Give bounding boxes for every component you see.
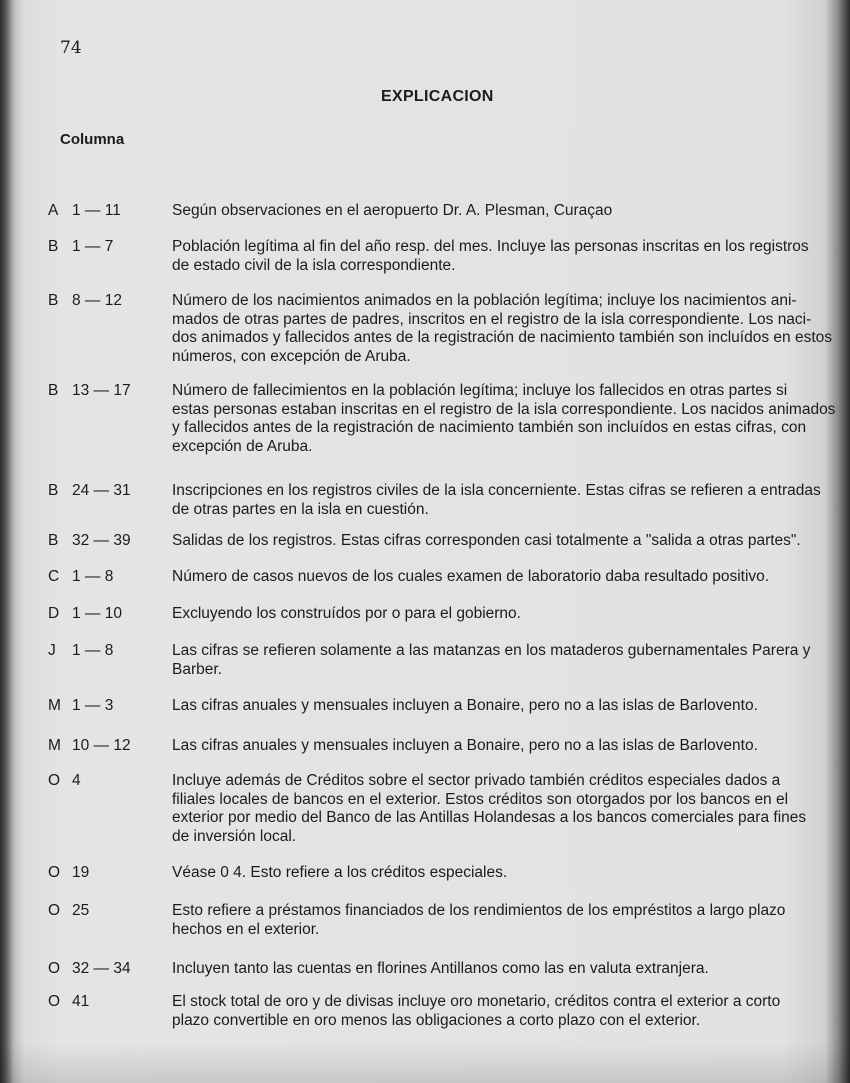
description-line: Número de los nacimientos animados en la población legítima; incluye los nacimientos ani- <box>172 292 797 309</box>
description-line: de estado civil de la isla correspondiente. <box>172 256 456 274</box>
description-line: Población legítima al fin del año resp. del mes. Incluye las personas inscritas en los registros <box>172 238 809 255</box>
entry-column-range: 1 — 8 <box>72 568 114 585</box>
entry-code: M <box>48 737 61 754</box>
description-line: Véase 0 4. Esto refiere a los créditos especiales. <box>172 864 508 881</box>
page-number: 74 <box>60 38 82 58</box>
entry-code: O <box>48 960 61 977</box>
entry-column-range: 8 — 12 <box>72 292 122 309</box>
description-line: y fallecidos antes de la registración de nacimiento también son incluídos en estas cifras, con <box>172 419 807 436</box>
entry-column-range: 13 — 17 <box>72 382 131 399</box>
entry-description <box>172 864 844 883</box>
entry-description <box>172 382 844 456</box>
description-line: Número de fallecimientos en la población legítima; incluye los fallecidos en otras partes si <box>172 382 788 399</box>
description-line: de otras partes en la isla en cuestión. <box>172 500 429 518</box>
entry-column-range: 19 <box>72 864 90 881</box>
entry-column-range: 25 <box>72 902 90 919</box>
description-line: exterior por medio del Banco de las Antillas Holandesas a los bancos comerciales para fines <box>172 809 807 826</box>
entry-column-range: 4 <box>72 772 81 789</box>
page-shadow <box>0 1043 850 1083</box>
description-line: de inversión local. <box>172 827 297 845</box>
entry-column-range: 1 — 11 <box>72 202 121 219</box>
description-line: hechos en el exterior. <box>172 920 320 938</box>
entry-description <box>172 532 844 551</box>
entry-column-range: 41 <box>72 993 90 1010</box>
entry-description <box>172 697 844 716</box>
description-line: Excluyendo los construídos por o para el gobierno. <box>172 605 521 622</box>
entry-description <box>172 772 844 846</box>
entry-code: O <box>48 864 61 881</box>
description-line: Incluyen tanto las cuentas en florines Antillanos como las en valuta extranjera. <box>172 960 709 977</box>
entry-code: M <box>48 697 61 714</box>
description-line: números, con excepción de Aruba. <box>172 347 411 365</box>
column-header: Columna <box>60 131 125 148</box>
entry-code: D <box>48 605 60 622</box>
entry-column-range: 1 — 3 <box>72 697 114 714</box>
entry-code: O <box>48 902 61 919</box>
entry-description <box>172 202 844 221</box>
entry-column-range: 1 — 7 <box>72 238 114 255</box>
description-line: Según observaciones en el aeropuerto Dr. A. Plesman, Curaçao <box>172 202 613 219</box>
entry-column-range: 1 — 8 <box>72 642 114 659</box>
entry-code: B <box>48 482 59 499</box>
entry-code: B <box>48 382 59 399</box>
entry-column-range: 24 — 31 <box>72 482 131 499</box>
entry-code: J <box>48 642 56 659</box>
entry-code: O <box>48 993 61 1010</box>
entry-description <box>172 292 844 366</box>
description-line: Las cifras anuales y mensuales incluyen a Bonaire, pero no a las islas de Barlovento. <box>172 697 758 714</box>
description-line: Las cifras anuales y mensuales incluyen a Bonaire, pero no a las islas de Barlovento. <box>172 737 758 754</box>
entry-description <box>172 238 844 275</box>
entry-description <box>172 993 844 1030</box>
description-line: Esto refiere a préstamos financiados de los rendimientos de los empréstitos a largo plazo <box>172 902 786 919</box>
description-line: plazo convertible en oro menos las obligaciones a corto plazo con el exterior. <box>172 1011 701 1029</box>
entry-description <box>172 568 844 587</box>
description-line: Incluye además de Créditos sobre el sector privado también créditos especiales dados a <box>172 772 781 789</box>
entry-code: B <box>48 292 59 309</box>
entry-code: C <box>48 568 60 585</box>
entry-code: O <box>48 772 61 789</box>
entry-description <box>172 902 844 939</box>
page-title: EXPLICACION <box>381 88 494 105</box>
description-line: Inscripciones en los registros civiles de la isla concerniente. Estas cifras se refieren a entradas <box>172 482 821 499</box>
entry-column-range: 10 — 12 <box>72 737 131 754</box>
entry-column-range: 1 — 10 <box>72 605 122 622</box>
entry-description <box>172 737 844 756</box>
description-line: excepción de Aruba. <box>172 437 313 455</box>
entry-column-range: 32 — 39 <box>72 532 131 549</box>
entry-description <box>172 960 844 979</box>
description-line: filiales locales de bancos en el exterior. Estos créditos son otorgados por los bancos en el <box>172 790 789 808</box>
description-line: Número de casos nuevos de los cuales examen de laboratorio daba resultado positivo. <box>172 568 770 585</box>
entry-description <box>172 605 844 624</box>
entry-description <box>172 642 844 679</box>
description-line: mados de otras partes de padres, inscritos en el registro de la isla correspondiente. Los naci- <box>172 310 812 328</box>
entry-code: B <box>48 238 59 255</box>
entry-description <box>172 482 844 519</box>
entry-code: B <box>48 532 59 549</box>
description-line: Salidas de los registros. Estas cifras corresponden casi totalmente a "salida a otras partes". <box>172 532 801 549</box>
description-line: estas personas estaban inscritas en el registro de la isla correspondiente. Los nacidos animados <box>172 400 836 418</box>
description-line: El stock total de oro y de divisas incluye oro monetario, créditos contra el exterior a corto <box>172 993 781 1010</box>
entry-code: A <box>48 202 59 219</box>
entry-column-range: 32 — 34 <box>72 960 131 977</box>
description-line: dos animados y fallecidos antes de la registración de nacimiento también son incluídos en estos <box>172 329 832 346</box>
description-line: Las cifras se refieren solamente a las matanzas en los mataderos gubernamentales Parera y <box>172 642 811 659</box>
description-line: Barber. <box>172 660 222 678</box>
